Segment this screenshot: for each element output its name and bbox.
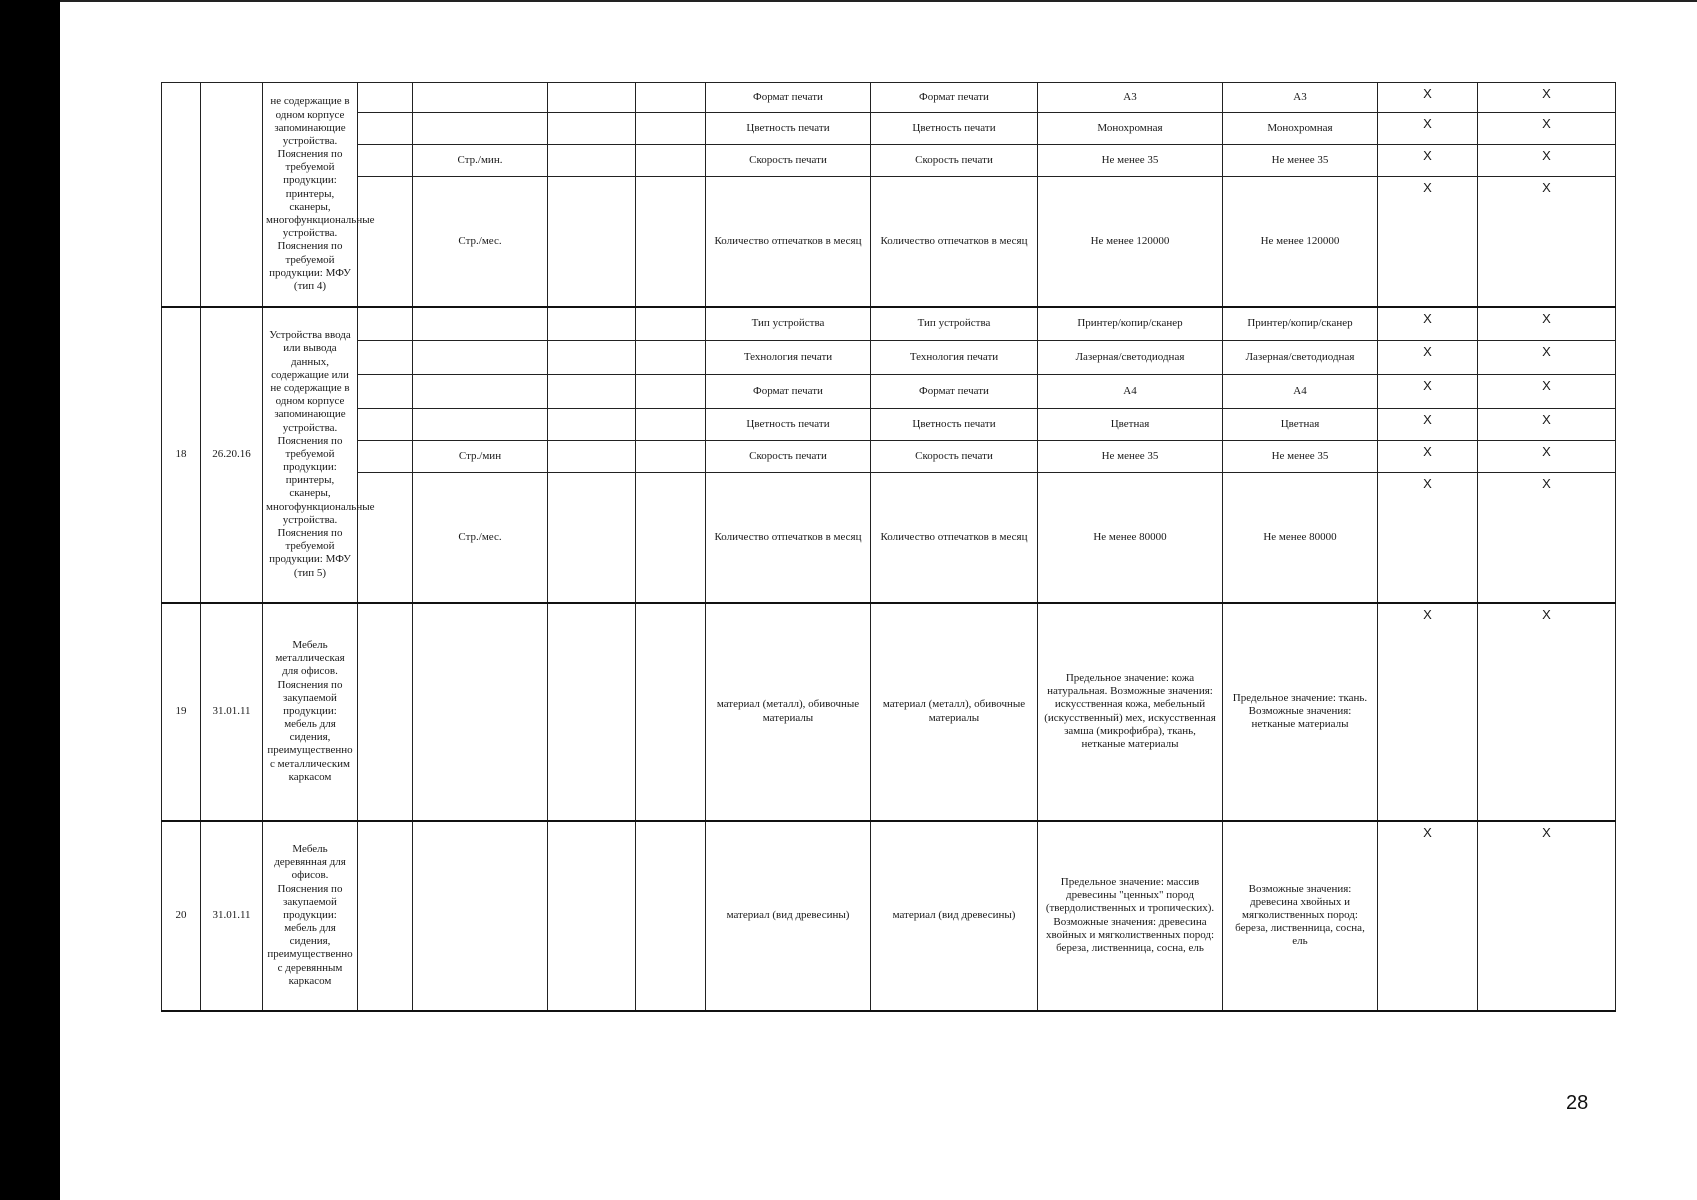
x-mark: X <box>1378 83 1478 113</box>
characteristic-cell: Формат печати <box>871 375 1038 409</box>
empty-cell <box>548 177 636 307</box>
okpd-code: 26.20.16 <box>201 307 263 603</box>
empty-cell <box>358 307 413 341</box>
row-number <box>162 83 201 307</box>
value-cell: А4 <box>1038 375 1223 409</box>
unit-cell <box>413 307 548 341</box>
value-cell: А3 <box>1223 83 1378 113</box>
value-cell: Не менее 35 <box>1223 441 1378 473</box>
table-row <box>162 341 1616 375</box>
x-mark: X <box>1378 441 1478 473</box>
okpd-code <box>201 83 263 307</box>
value-cell: Лазерная/светодиодная <box>1038 341 1223 375</box>
value-cell: Предельное значение: массив древесины "ценных" пород (твердолиственных и тропических). Возможные значения: древесина хвойных и мягколиственных пород: береза, лиственница, сосна, ель <box>1038 821 1223 1011</box>
characteristic-cell: Тип устройства <box>706 307 871 341</box>
table-row <box>162 177 1616 307</box>
page-number: 28 <box>1566 1092 1589 1114</box>
value-cell: Предельное значение: кожа натуральная. Возможные значения: искусственная кожа, мебельный (искусственный) мех, искусственная замша (микрофибра), ткань, нетканые материалы <box>1038 603 1223 821</box>
characteristic-cell: Скорость печати <box>706 441 871 473</box>
x-mark: X <box>1478 341 1616 375</box>
value-cell: Не менее 35 <box>1038 145 1223 177</box>
characteristic-cell: Скорость печати <box>871 145 1038 177</box>
value-cell: А4 <box>1223 375 1378 409</box>
empty-cell <box>548 603 636 821</box>
table-row <box>162 409 1616 441</box>
x-mark: X <box>1378 177 1478 307</box>
x-mark: X <box>1378 375 1478 409</box>
empty-cell <box>636 473 706 603</box>
characteristic-cell: Тип устройства <box>871 307 1038 341</box>
empty-cell <box>358 375 413 409</box>
empty-cell <box>636 113 706 145</box>
characteristic-cell: материал (вид древесины) <box>871 821 1038 1011</box>
row-number: 18 <box>162 307 201 603</box>
characteristic-cell: Количество отпечатков в месяц <box>706 177 871 307</box>
characteristic-cell: Цветность печати <box>871 409 1038 441</box>
empty-cell <box>358 177 413 307</box>
x-mark: X <box>1378 341 1478 375</box>
table-row <box>162 603 1616 821</box>
empty-cell <box>636 307 706 341</box>
unit-cell <box>413 83 548 113</box>
empty-cell <box>358 409 413 441</box>
empty-cell <box>548 307 636 341</box>
x-mark: X <box>1378 603 1478 821</box>
unit-cell: Стр./мес. <box>413 473 548 603</box>
okpd-code: 31.01.11 <box>201 821 263 1011</box>
value-cell: Принтер/копир/сканер <box>1038 307 1223 341</box>
x-mark: X <box>1478 113 1616 145</box>
x-mark: X <box>1378 409 1478 441</box>
value-cell: Монохромная <box>1038 113 1223 145</box>
characteristic-cell: Количество отпечатков в месяц <box>871 473 1038 603</box>
value-cell: Предельное значение: ткань. Возможные значения: нетканые материалы <box>1223 603 1378 821</box>
table-row <box>162 83 1616 113</box>
empty-cell <box>636 603 706 821</box>
table-row <box>162 473 1616 603</box>
x-mark: X <box>1478 375 1616 409</box>
characteristic-cell: Скорость печати <box>706 145 871 177</box>
empty-cell <box>548 441 636 473</box>
empty-cell <box>358 473 413 603</box>
value-cell: Не менее 35 <box>1038 441 1223 473</box>
characteristic-cell: материал (металл), обивочные материалы <box>871 603 1038 821</box>
x-mark: X <box>1378 113 1478 145</box>
scan-edge <box>60 0 1697 2</box>
empty-cell <box>636 441 706 473</box>
product-name: Устройства ввода или вывода данных, содержащие или не содержащие в одном корпусе запоминающие устройства. Пояснения по требуемой продукции: принтеры, сканеры, многофункциональные устройства. Пояснения по требуемой продукции: МФУ (тип 5) <box>263 307 358 603</box>
characteristic-cell: Технология печати <box>871 341 1038 375</box>
x-mark: X <box>1478 603 1616 821</box>
value-cell: Не менее 80000 <box>1223 473 1378 603</box>
requirements-table <box>161 82 1616 1012</box>
value-cell: Не менее 120000 <box>1038 177 1223 307</box>
empty-cell <box>636 375 706 409</box>
table-row <box>162 375 1616 409</box>
characteristic-cell: Цветность печати <box>871 113 1038 145</box>
x-mark: X <box>1378 145 1478 177</box>
empty-cell <box>548 409 636 441</box>
x-mark: X <box>1478 821 1616 1011</box>
empty-cell <box>548 113 636 145</box>
table-row <box>162 145 1616 177</box>
characteristic-cell: материал (металл), обивочные материалы <box>706 603 871 821</box>
empty-cell <box>548 473 636 603</box>
empty-cell <box>636 83 706 113</box>
x-mark: X <box>1478 473 1616 603</box>
empty-cell <box>636 177 706 307</box>
unit-cell: Стр./мес. <box>413 177 548 307</box>
empty-cell <box>636 409 706 441</box>
product-name: Мебель металлическая для офисов. Пояснения по закупаемой продукции: мебель для сидения, преимущественно с металлическим каркасом <box>263 603 358 821</box>
value-cell: Монохромная <box>1223 113 1378 145</box>
empty-cell <box>358 603 413 821</box>
characteristic-cell: Формат печати <box>706 83 871 113</box>
value-cell: Лазерная/светодиодная <box>1223 341 1378 375</box>
value-cell: Не менее 120000 <box>1223 177 1378 307</box>
empty-cell <box>548 341 636 375</box>
x-mark: X <box>1478 83 1616 113</box>
unit-cell: Стр./мин <box>413 441 548 473</box>
unit-cell <box>413 409 548 441</box>
x-mark: X <box>1378 307 1478 341</box>
product-name: Мебель деревянная для офисов. Пояснения по закупаемой продукции: мебель для сидения, преимущественно с деревянным каркасом <box>263 821 358 1011</box>
x-mark: X <box>1378 473 1478 603</box>
value-cell: Не менее 35 <box>1223 145 1378 177</box>
value-cell: Не менее 80000 <box>1038 473 1223 603</box>
x-mark: X <box>1478 409 1616 441</box>
empty-cell <box>358 145 413 177</box>
empty-cell <box>358 83 413 113</box>
value-cell: Принтер/копир/сканер <box>1223 307 1378 341</box>
unit-cell <box>413 113 548 145</box>
characteristic-cell: Цветность печати <box>706 409 871 441</box>
characteristic-cell: Формат печати <box>871 83 1038 113</box>
empty-cell <box>548 375 636 409</box>
x-mark: X <box>1478 177 1616 307</box>
table-row <box>162 821 1616 1011</box>
empty-cell <box>636 145 706 177</box>
x-mark: X <box>1478 145 1616 177</box>
value-cell: Цветная <box>1223 409 1378 441</box>
x-mark: X <box>1378 821 1478 1011</box>
characteristic-cell: Скорость печати <box>871 441 1038 473</box>
characteristic-cell: материал (вид древесины) <box>706 821 871 1011</box>
okpd-code: 31.01.11 <box>201 603 263 821</box>
value-cell: Возможные значения: древесина хвойных и мягколиственных пород: береза, лиственница, сосна, ель <box>1223 821 1378 1011</box>
characteristic-cell: Количество отпечатков в месяц <box>871 177 1038 307</box>
table-row <box>162 307 1616 341</box>
value-cell: А3 <box>1038 83 1223 113</box>
x-mark: X <box>1478 441 1616 473</box>
empty-cell <box>548 145 636 177</box>
characteristic-cell: Технология печати <box>706 341 871 375</box>
unit-cell <box>413 821 548 1011</box>
row-number: 20 <box>162 821 201 1011</box>
characteristic-cell: Цветность печати <box>706 113 871 145</box>
unit-cell <box>413 375 548 409</box>
x-mark: X <box>1478 307 1616 341</box>
characteristic-cell: Количество отпечатков в месяц <box>706 473 871 603</box>
empty-cell <box>636 821 706 1011</box>
empty-cell <box>358 341 413 375</box>
empty-cell <box>636 341 706 375</box>
empty-cell <box>358 821 413 1011</box>
empty-cell <box>548 83 636 113</box>
unit-cell <box>413 341 548 375</box>
table-row <box>162 441 1616 473</box>
value-cell: Цветная <box>1038 409 1223 441</box>
table-row <box>162 113 1616 145</box>
empty-cell <box>548 821 636 1011</box>
characteristic-cell: Формат печати <box>706 375 871 409</box>
row-number: 19 <box>162 603 201 821</box>
unit-cell: Стр./мин. <box>413 145 548 177</box>
empty-cell <box>358 113 413 145</box>
unit-cell <box>413 603 548 821</box>
product-name: не содержащие в одном корпусе запоминающие устройства. Пояснения по требуемой продукции: принтеры, сканеры, многофункциональные устройства. Пояснения по требуемой продукции: МФУ (тип 4) <box>263 83 358 307</box>
empty-cell <box>358 441 413 473</box>
